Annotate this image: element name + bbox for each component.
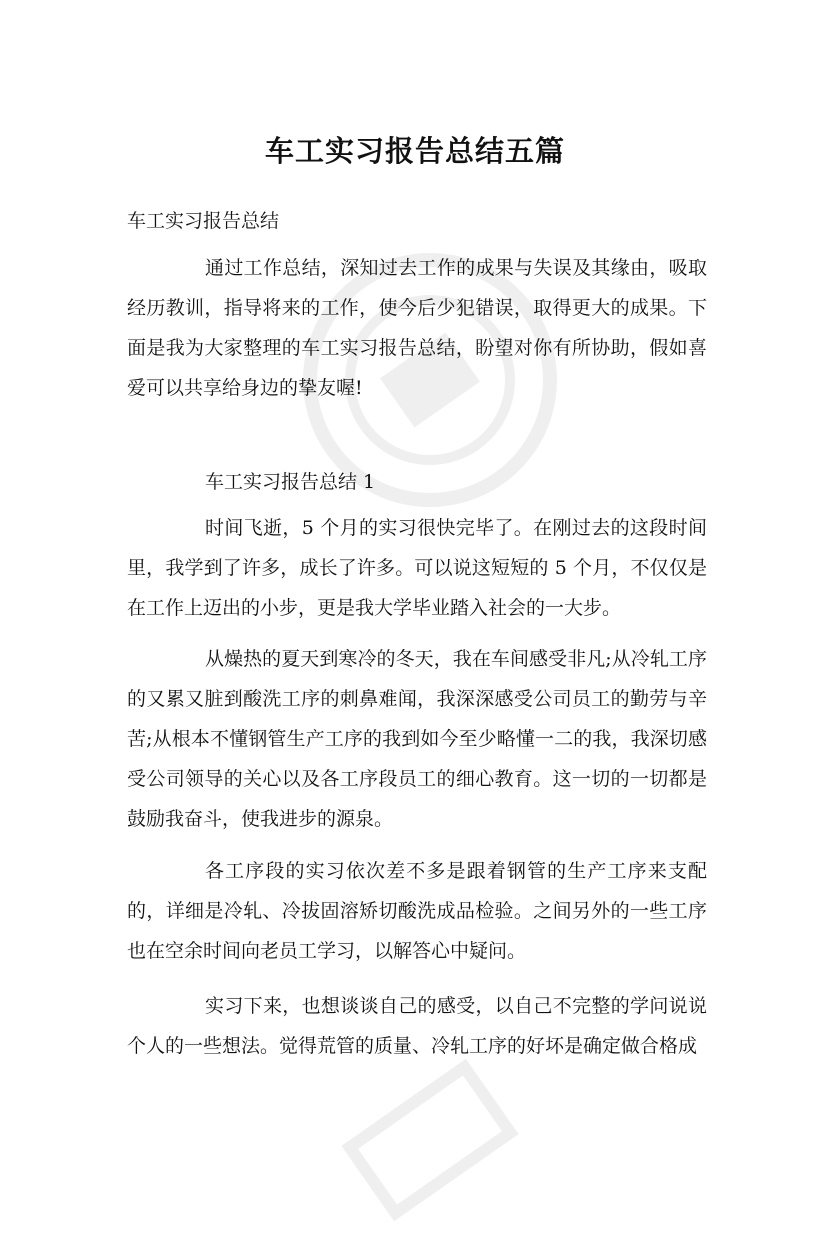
paragraph-block-2 — [127, 639, 707, 839]
body-paragraph: 时间飞逝，5 个月的实习很快完毕了。在刚过去的这段时间里，我学到了许多，成长了许多。可以说这短短的 5 个月，不仅仅是在工作上迈出的小步，更是我大学毕业踏入社会的一大步。 — [127, 517, 707, 619]
page-title: 车工实习报告总结五篇 — [264, 134, 565, 168]
intro-paragraph-block — [127, 248, 707, 408]
body-paragraph: 实习下来，也想谈谈自己的感受，以自己不完整的学问说说个人的一些想法。觉得荒管的质量、冷轧工序的好坏是确定做合格成 — [127, 995, 707, 1057]
paragraph-block-3 — [127, 851, 707, 971]
body-paragraph: 各工序段的实习依次差不多是跟着钢管的生产工序来支配的，详细是冷轧、冷拔固溶矫切酸洗成品检验。之间另外的一些工序也在空余时间向老员工学习，以解答心中疑问。 — [127, 860, 707, 962]
section-heading-1: 车工实习报告总结 1 — [205, 471, 376, 493]
document-subtitle: 车工实习报告总结 — [127, 210, 280, 232]
intro-paragraph: 通过工作总结，深知过去工作的成果与失误及其缘由，吸取经历教训，指导将来的工作，使今后少犯错误，取得更大的成果。下面是我为大家整理的车工实习报告总结，盼望对你有所协助，假如喜爱可以共享给身边的挚友喔! — [127, 257, 707, 399]
body-paragraph: 从燥热的夏天到寒冷的冬天，我在车间感受非凡;从冷轧工序的又累又脏到酸洗工序的刺鼻难闻，我深深感受公司员工的勤劳与辛苦;从根本不懂钢管生产工序的我到如今至少略懂一二的我，我深切感受公司领导的关心以及各工序段员工的细心教育。这一切的一切都是鼓励我奋斗，使我进步的源泉。 — [127, 648, 707, 830]
paragraph-block-4 — [127, 986, 707, 1066]
paragraph-block-1 — [127, 508, 707, 628]
